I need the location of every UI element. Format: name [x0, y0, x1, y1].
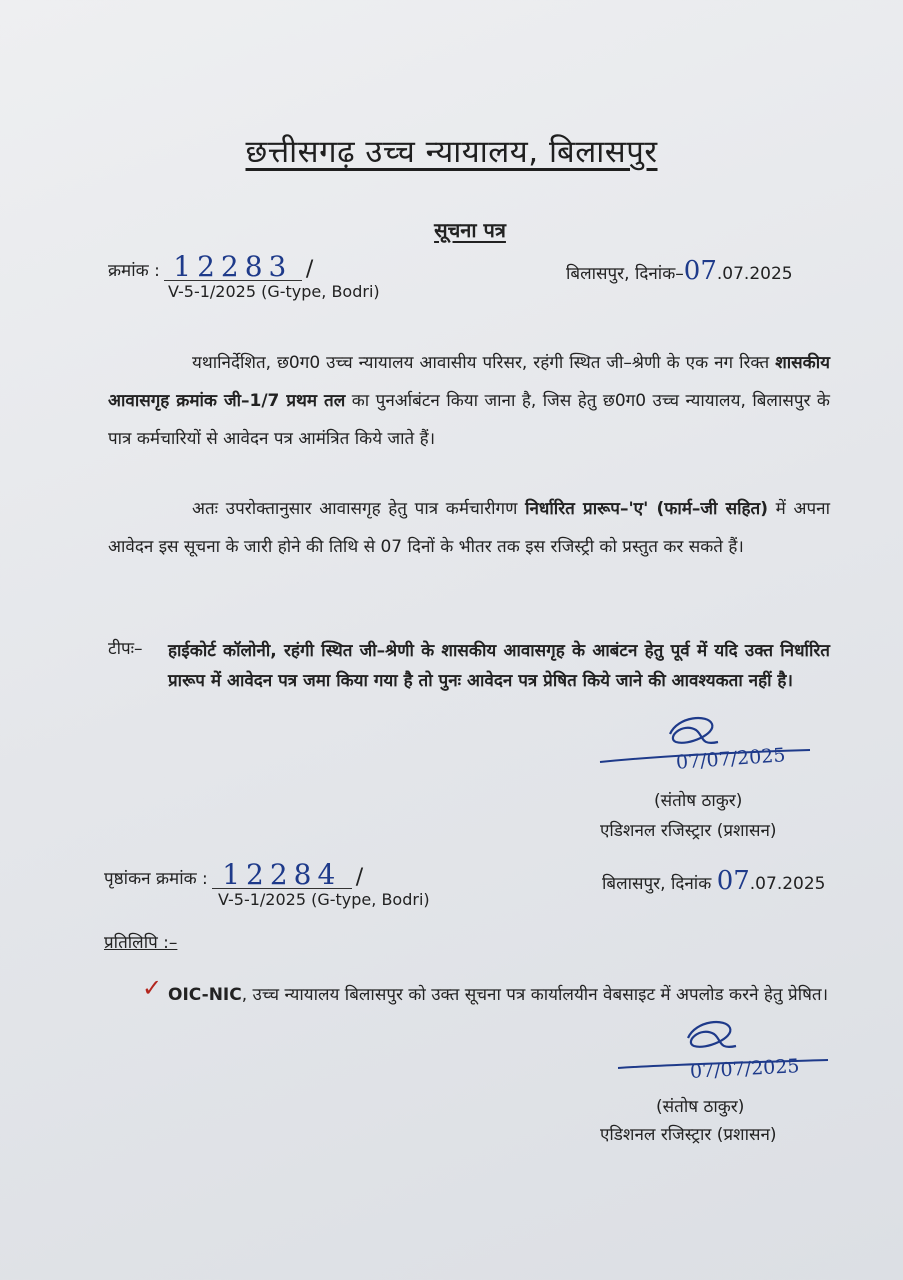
signature-1-designation: एडिशनल रजिस्ट्रार (प्रशासन) — [600, 821, 777, 841]
endorsement-file-number: V-5-1/2025 (G-type, Bodri) — [218, 890, 430, 909]
reference-number-line — [108, 250, 314, 283]
signature-2-designation: एडिशनल रजिस्ट्रार (प्रशासन) — [600, 1125, 777, 1145]
endorsement-date-line — [602, 866, 825, 896]
reference-file-number: V-5-1/2025 (G-type, Bodri) — [168, 282, 380, 301]
note-label: टीपः– — [108, 639, 143, 659]
endorsement-date-rest: .07.2025 — [749, 874, 826, 894]
copy-recipient-rest: , उच्च न्यायालय बिलासपुर को उक्त सूचना पत्र कार्यालयीन वेबसाइट में अपलोड करने हेतु प्रेषित। — [241, 985, 829, 1005]
copy-recipient-bold: OIC-NIC — [168, 985, 242, 1005]
para1-text-b: का पुनर्आबंटन किया जाना है, जिस हेतु छ0ग0 उच्च न्यायालय, बिलासपुर के पात्र कर्मचारियों से आवेदन पत्र आमंत्रित किये जाते हैं। — [108, 391, 830, 449]
para2-text-a: अतः उपरोक्तानुसार आवासगृह हेतु पात्र कर्मचारीगण — [192, 499, 526, 519]
para2-text-b: में अपना आवेदन इस सूचना के जारी होने की तिथि से 07 दिनों के भीतर तक इस रजिस्ट्री को प्रस्तुत कर सकते हैं। — [108, 499, 830, 557]
reference-day-handwritten: 07 — [683, 256, 717, 286]
signature-1-scribble — [600, 712, 820, 782]
endorsement-number-handwritten: 12284 — [212, 862, 352, 889]
court-name-heading: छत्तीसगढ़ उच्च न्यायालय, बिलासपुर — [245, 134, 658, 170]
reference-number-handwritten: 12283 — [164, 254, 302, 281]
body-paragraph-1 — [108, 344, 830, 458]
body-paragraph-2 — [108, 490, 830, 566]
reference-label: क्रमांक : — [108, 261, 160, 281]
signature-1-date-handwritten: 07/07/2025 — [675, 744, 787, 774]
endorsement-number-line — [104, 858, 364, 891]
para1-text-bold: शासकीय आवासगृह क्रमांक जी–1/7 प्रथम तल — [108, 353, 830, 411]
copy-recipient-text — [168, 980, 830, 1010]
endorsement-place-date-label: बिलासपुर, दिनांक — [602, 874, 717, 894]
reference-date-line — [566, 256, 793, 286]
signature-2-date-handwritten: 07/07/2025 — [689, 1055, 801, 1083]
signature-1-name: (संतोष ठाकुर) — [654, 791, 743, 811]
note-text: हाईकोर्ट कॉलोनी, रहंगी स्थित जी–श्रेणी के शासकीय आवासगृह के आबंटन हेतु पूर्व में यदि उक्त निर्धारित प्रारूप में आवेदन पत्र जमा किया गया है तो पुनः आवेदन पत्र प्रेषित किये जाने की आवश्यकता नहीं है। — [168, 641, 830, 691]
reference-place-date-label: बिलासपुर, दिनांक– — [566, 264, 684, 284]
endorsement-day-handwritten: 07 — [716, 866, 750, 896]
tick-mark-icon: ✓ — [142, 974, 163, 1002]
endorsement-label: पृष्ठांकन क्रमांक : — [104, 869, 208, 889]
para2-text-bold: निर्धारित प्रारूप–'ए' (फार्म–जी सहित) — [525, 499, 768, 519]
notice-title: सूचना पत्र — [434, 218, 506, 242]
signature-2-name: (संतोष ठाकुर) — [656, 1097, 745, 1117]
para1-text-a: यथानिर्देशित, छ0ग0 उच्च न्यायालय आवासीय परिसर, रहंगी स्थित जी–श्रेणी के एक नग रिक्त — [192, 353, 776, 373]
copy-heading: प्रतिलिपि :– — [104, 933, 178, 953]
reference-suffix: / — [305, 257, 314, 282]
endorsement-suffix: / — [355, 865, 364, 890]
reference-date-rest: .07.2025 — [716, 264, 793, 284]
